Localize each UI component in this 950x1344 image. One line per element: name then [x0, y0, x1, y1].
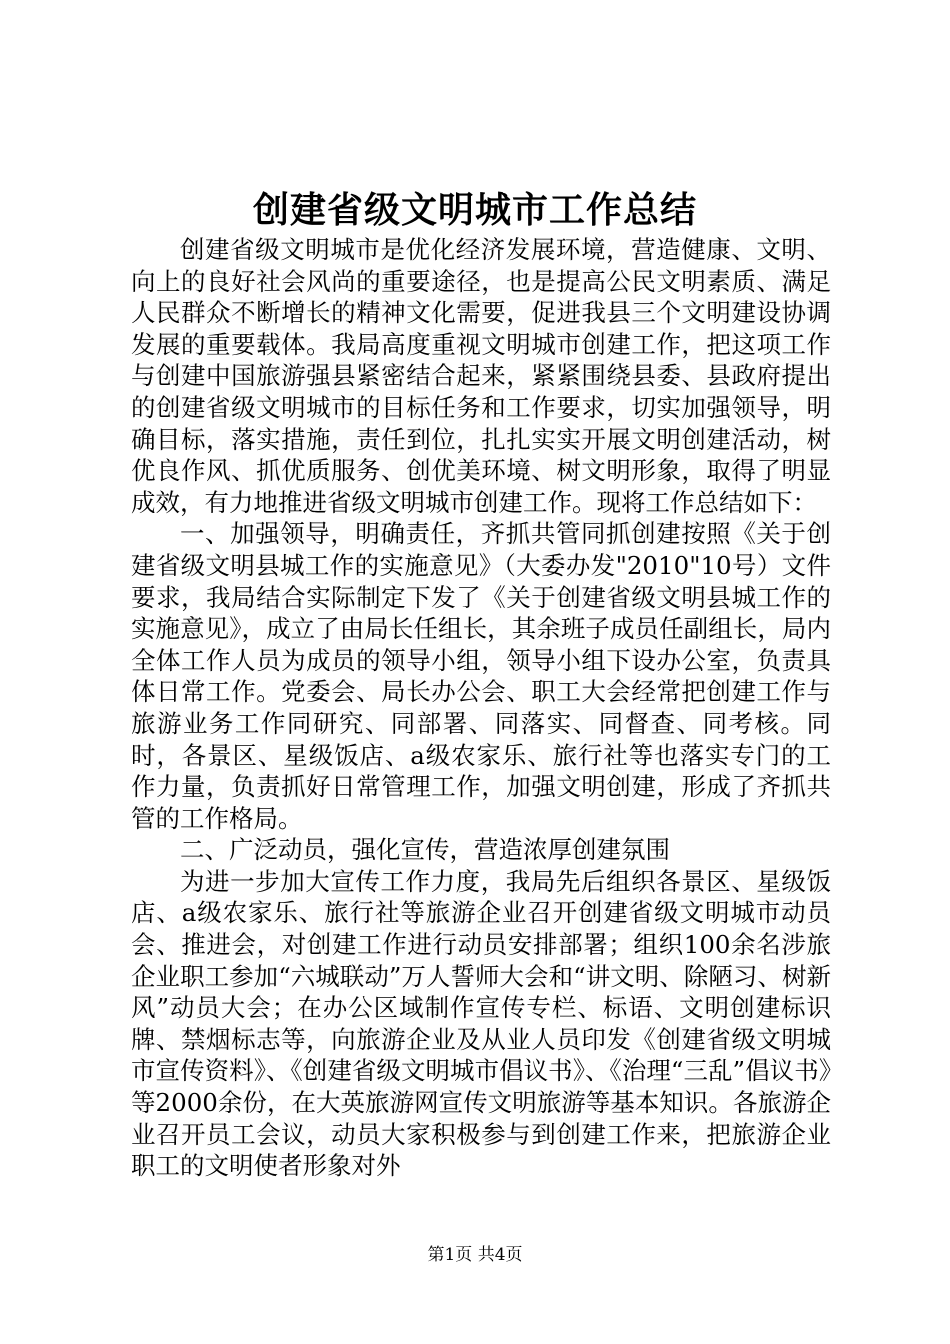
document-title: 创建省级文明城市工作总结 [252, 189, 697, 231]
document-body [131, 234, 831, 1182]
section-two-paragraph: 为进一步加大宣传工作力度，我局先后组织各景区、星级饭店、a级农家乐、旅行社等旅游企业召开创建省级文明城市动员会、推进会，对创建工作进行动员安排部署；组织100余名涉旅企业职工参加“六城联动”万人誓师大会和“讲文明、除陋习、树新风”动员大会；在办公区域制作宣传专栏、标语、文明创建标识牌、禁烟标志等，向旅游企业及从业人员印发《创建省级文明城市宣传资料》、《创建省级文明城市倡议书》、《治理“三乱”倡议书》等2000余份，在大英旅游网宣传文明旅游等基本知识。各旅游企业召开员工会议，动员大家积极参与到创建工作来，把旅游企业职工的文明使者形象对外 [131, 866, 831, 1181]
intro-paragraph: 创建省级文明城市是优化经济发展环境，营造健康、文明、向上的良好社会风尚的重要途径，也是提高公民文明素质、满足人民群众不断增长的精神文化需要，促进我县三个文明建设协调发展的重要载体。我局高度重视文明城市创建工作，把这项工作与创建中国旅游强县紧密结合起来，紧紧围绕县委、县政府提出的创建省级文明城市的目标任务和工作要求，切实加强领导，明确目标，落实措施，责任到位，扎扎实实开展文明创建活动，树优良作风、抓优质服务、创优美环境、树文明形象，取得了明显成效，有力地推进省级文明城市创建工作。现将工作总结如下： [131, 235, 831, 517]
section-one-paragraph: 一、加强领导，明确责任，齐抓共管同抓创建按照《关于创建省级文明县城工作的实施意见》（大委办发"2010"10号）文件要求，我局结合实际制定下发了《关于创建省级文明县城工作的实施意见》，成立了由局长任组长，其余班子成员任副组长，局内全体工作人员为成员的领导小组，领导小组下设办公室，负责具体日常工作。党委会、局长办公会、职工大会经常把创建工作与旅游业务工作同研究、同部署、同落实、同督查、同考核。同时，各景区、星级饭店、a级农家乐、旅行社等也落实专门的工作力量，负责抓好日常管理工作，加强文明创建，形成了齐抓共管的工作格局。 [131, 519, 831, 833]
section-two-heading: 二、广泛动员，强化宣传，营造浓厚创建氛围 [180, 835, 670, 865]
page-footer: 第1页 共4页 [427, 1245, 523, 1265]
